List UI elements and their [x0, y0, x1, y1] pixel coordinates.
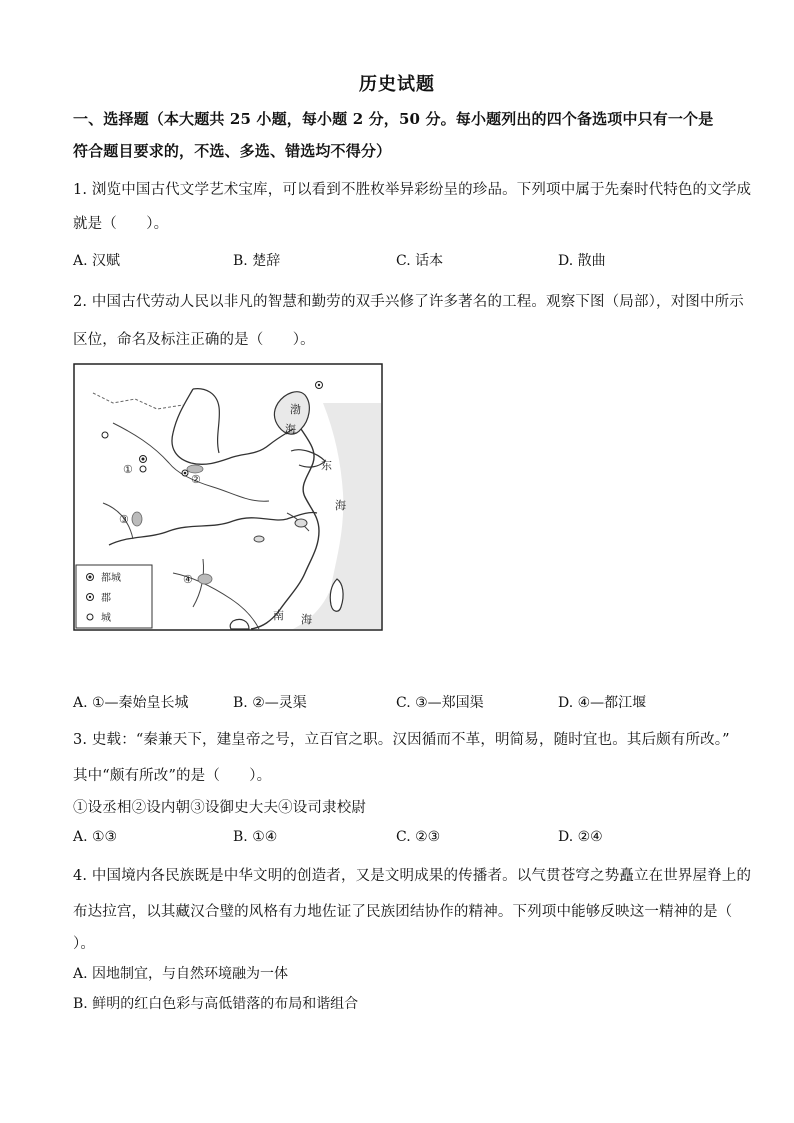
q3-stem-line2: 其中“颇有所改”的是（ ）。 [73, 768, 272, 784]
q2-option-d[interactable]: D. ④—都江堰 [558, 695, 647, 711]
marker-3: ③ [119, 513, 129, 526]
q2-option-a[interactable]: A. ①—秦始皇长城 [73, 695, 189, 711]
lake [254, 536, 264, 542]
region-3 [132, 512, 142, 526]
page-title: 历史试题 [359, 74, 435, 95]
city-marker [102, 432, 108, 438]
label-donghai-1: 东 [321, 459, 332, 472]
q3-option-a[interactable]: A. ①③ [73, 829, 118, 845]
city-marker [140, 466, 146, 472]
q1-stem-line2: 就是（ ）。 [73, 216, 169, 232]
q4-option-a[interactable]: A. 因地制宜，与自然环境融为一体 [73, 966, 289, 982]
marker-4: ④ [183, 573, 193, 586]
q2-option-c[interactable]: C. ③—郑国渠 [396, 695, 484, 711]
q3-option-b[interactable]: B. ①④ [233, 829, 278, 845]
marker-1: ① [123, 463, 133, 476]
q4-stem-line2: 布达拉宫，以其藏汉合璧的风格有力地佐证了民族团结协作的精神。下列项中能够反映这一精神的是（ [73, 904, 733, 920]
city-symbol [87, 614, 93, 620]
legend-label-city: 城 [101, 613, 111, 624]
label-nanhai-2: 海 [301, 613, 312, 626]
q4-stem-line3: ）。 [73, 936, 96, 952]
q1-option-d[interactable]: D. 散曲 [558, 253, 606, 269]
legend-label-capital: 都城 [101, 573, 121, 584]
q4-option-b[interactable]: B. 鲜明的红白色彩与高低错落的布局和谐组合 [73, 996, 359, 1012]
q3-option-d[interactable]: D. ②④ [558, 829, 603, 845]
region-2 [187, 465, 203, 473]
label-nanhai-1: 南 [273, 609, 284, 622]
lake [295, 519, 307, 527]
prefecture-marker-dot [318, 384, 320, 386]
label-bohai-1: 渤 [290, 403, 301, 416]
marker-2: ② [191, 473, 201, 486]
label-bohai-2: 海 [285, 423, 296, 436]
q4-stem-line1: 4. 中国境内各民族既是中华文明的创造者，又是文明成果的传播者。以气贯苍穹之势矗立在世界屋脊上的 [73, 868, 752, 884]
q1-option-c[interactable]: C. 话本 [396, 253, 444, 269]
q3-stem-line1: 3. 史载：“秦兼天下，建皇帝之号，立百官之职。汉因循而不革，明简易，随时宜也。其后颇有所改。” [73, 732, 730, 748]
q1-stem-line1: 1. 浏览中国古代文学艺术宝库，可以看到不胜枚举异彩纷呈的珍品。下列项中属于先秦时代特色的文学成 [73, 182, 752, 198]
q2-stem-line1: 2. 中国古代劳动人民以非凡的智慧和勤劳的双手兴修了许多著名的工程。观察下图（局部），对图中所示 [73, 294, 744, 310]
q3-option-c[interactable]: C. ②③ [396, 829, 441, 845]
q3-stem-line3: ①设丞相②设内朝③设御史大夫④设司隶校尉 [73, 800, 366, 816]
q1-option-a[interactable]: A. 汉赋 [73, 253, 121, 269]
region-4 [198, 574, 212, 584]
label-donghai-2: 海 [335, 499, 346, 512]
q2-map-figure [73, 363, 383, 631]
capital-marker-dot [142, 458, 145, 461]
section-heading-line2: 符合题目要求的，不选、多选、错选均不得分） [73, 142, 392, 160]
q2-option-b[interactable]: B. ②—灵渠 [233, 695, 307, 711]
q1-option-b[interactable]: B. 楚辞 [233, 253, 281, 269]
section-heading-line1: 一、选择题（本大题共 25 小题，每小题 2 分，50 分。每小题列出的四个备选项中只有一个是 [73, 110, 714, 128]
q2-stem-line2: 区位，命名及标注正确的是（ ）。 [73, 332, 315, 348]
capital-marker-dot [184, 472, 187, 475]
legend-label-prefecture: 郡 [101, 593, 111, 604]
